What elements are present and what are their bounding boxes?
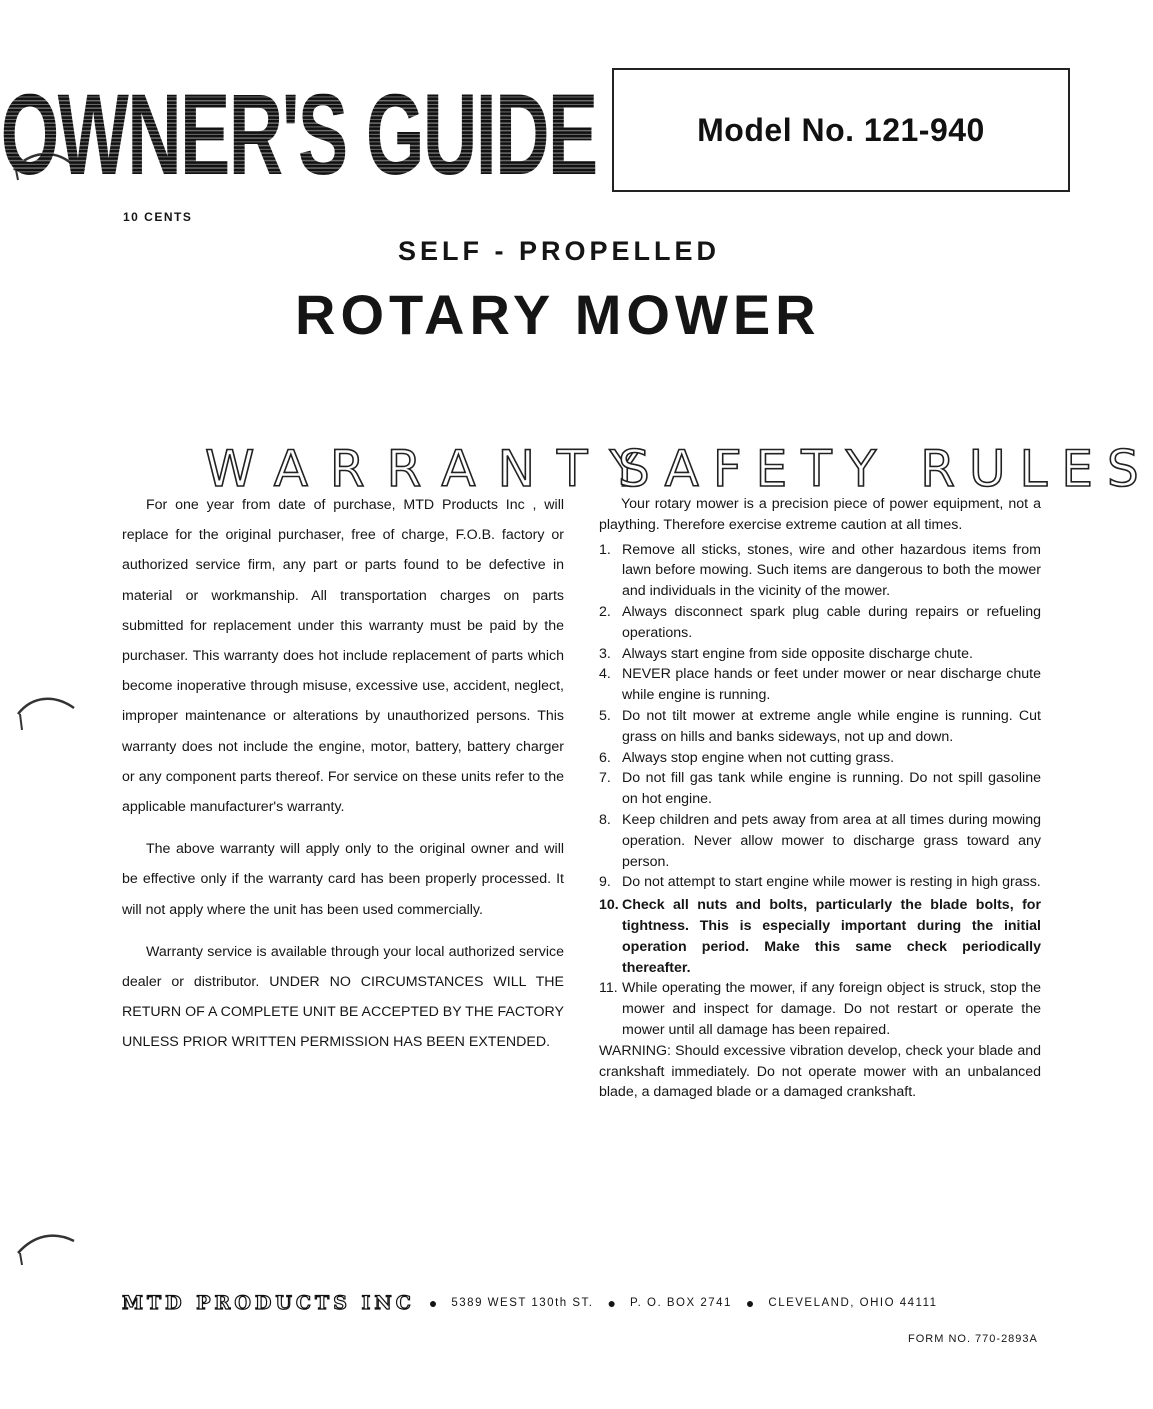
warning-note: WARNING: Should excessive vibration develop, check your blade and crankshaft immediately. Do not operate mower with an unbalanced blade, a damaged blade or a damaged crankshaft.: [599, 1042, 1041, 1101]
safety-rule: 8. Keep children and pets away from area at all times during mowing operation. Never allow mower to discharge grass toward any person.: [599, 811, 1041, 870]
form-number: FORM NO. 770-2893A: [908, 1333, 1038, 1345]
safety-intro: Your rotary mower is a precision piece of power equipment, not a plaything. Therefore exercise extreme caution at all times.: [599, 496, 1041, 533]
safety-rule: 9. Do not attempt to start engine while mower is resting in high grass.: [599, 874, 1041, 891]
safety-rule: 3. Always start engine from side opposite discharge chute.: [599, 645, 973, 662]
safety-rules-section: [599, 494, 1041, 1103]
safety-rule-bold: 10. Check all nuts and bolts, particularly the blade bolts, for tightness. This is especially important during the initial operation period. Make this same check periodically thereafter.: [599, 897, 1041, 976]
bullet-icon: ●: [428, 1295, 438, 1311]
warranty-paragraph: For one year from date of purchase, MTD Products Inc , will replace for the original purchaser, free of charge, F.O.B. factory or authorized service firm, any part or parts found to be defective in material or workmanship. All transportation charges on parts submitted for replacement under this warranty must be paid by the purchaser. This warranty does hot include replacement of parts which become inoperative through misuse, excessive use, accident, neglect, improper maintenance or alterations by unauthorized persons. This warranty does not include the engine, motor, battery, battery charger or any component parts thereof. For service on these units refer to the applicable manufacturer's warranty.: [122, 497, 564, 816]
model-number: Model No. 121-940: [697, 111, 985, 148]
safety-rule: 4. NEVER place hands or feet under mower or near discharge chute while engine is running.: [599, 666, 1041, 704]
safety-rule: 7. Do not fill gas tank while engine is running. Do not spill gasoline on hot engine.: [599, 770, 1041, 808]
owners-guide-title: OWNER'S GUIDE: [110, 66, 487, 204]
warranty-paragraph: Warranty service is available through your local authorized service dealer or distributor. UNDER NO CIRCUMSTANCES WILL THE RETURN OF A COMPLETE UNIT BE ACCEPTED BY THE FACTORY UNLESS PRIOR WRITTEN PERMISSION HAS BEEN EXTENDED.: [122, 943, 564, 1051]
footer-address-line: [122, 1292, 1052, 1314]
safety-rule: 1. Remove all sticks, stones, wire and other hazardous items from lawn before mowing. Such items are dangerous to both the mower and individuals in the vicinity of the mower.: [599, 541, 1041, 600]
binder-hole-mark: [8, 1225, 80, 1265]
warranty-paragraph: The above warranty will apply only to the original owner and will be effective only if the warranty card has been properly processed. It will not apply where the unit has been used commercially.: [122, 841, 564, 918]
warranty-heading: WARRANTY: [205, 440, 663, 498]
safety-rule: 6. Always stop engine when not cutting grass.: [599, 749, 895, 766]
company-name: MTD PRODUCTS INC: [122, 1292, 415, 1314]
binder-hole-mark: [8, 690, 80, 730]
model-number-box: [612, 68, 1070, 192]
street-address: 5389 WEST 130th ST.: [451, 1297, 594, 1309]
safety-rules-list: [599, 540, 1041, 1041]
city-address: CLEVELAND, OHIO 44111: [768, 1297, 938, 1309]
safety-rule: 11. While operating the mower, if any foreign object is struck, stop the mower and inspect for damage. Do not restart or operate the mower until all damage has been repaired.: [599, 980, 1041, 1038]
bullet-icon: ●: [607, 1295, 616, 1311]
warranty-section: [122, 490, 564, 1058]
po-box: P. O. BOX 2741: [629, 1297, 732, 1309]
safety-rules-heading: SAFETY RULES: [618, 440, 1153, 498]
bullet-icon: ●: [745, 1295, 755, 1311]
safety-rule: 5. Do not tilt mower at extreme angle while engine is running. Cut grass on hills and banks sideways, not up and down.: [599, 707, 1041, 745]
safety-rule: 2. Always disconnect spark plug cable during repairs or refueling operations.: [599, 603, 1041, 641]
subtitle: SELF - PROPELLED: [398, 236, 721, 266]
price-label: 10 CENTS: [123, 210, 193, 224]
main-title: ROTARY MOWER: [295, 283, 821, 346]
